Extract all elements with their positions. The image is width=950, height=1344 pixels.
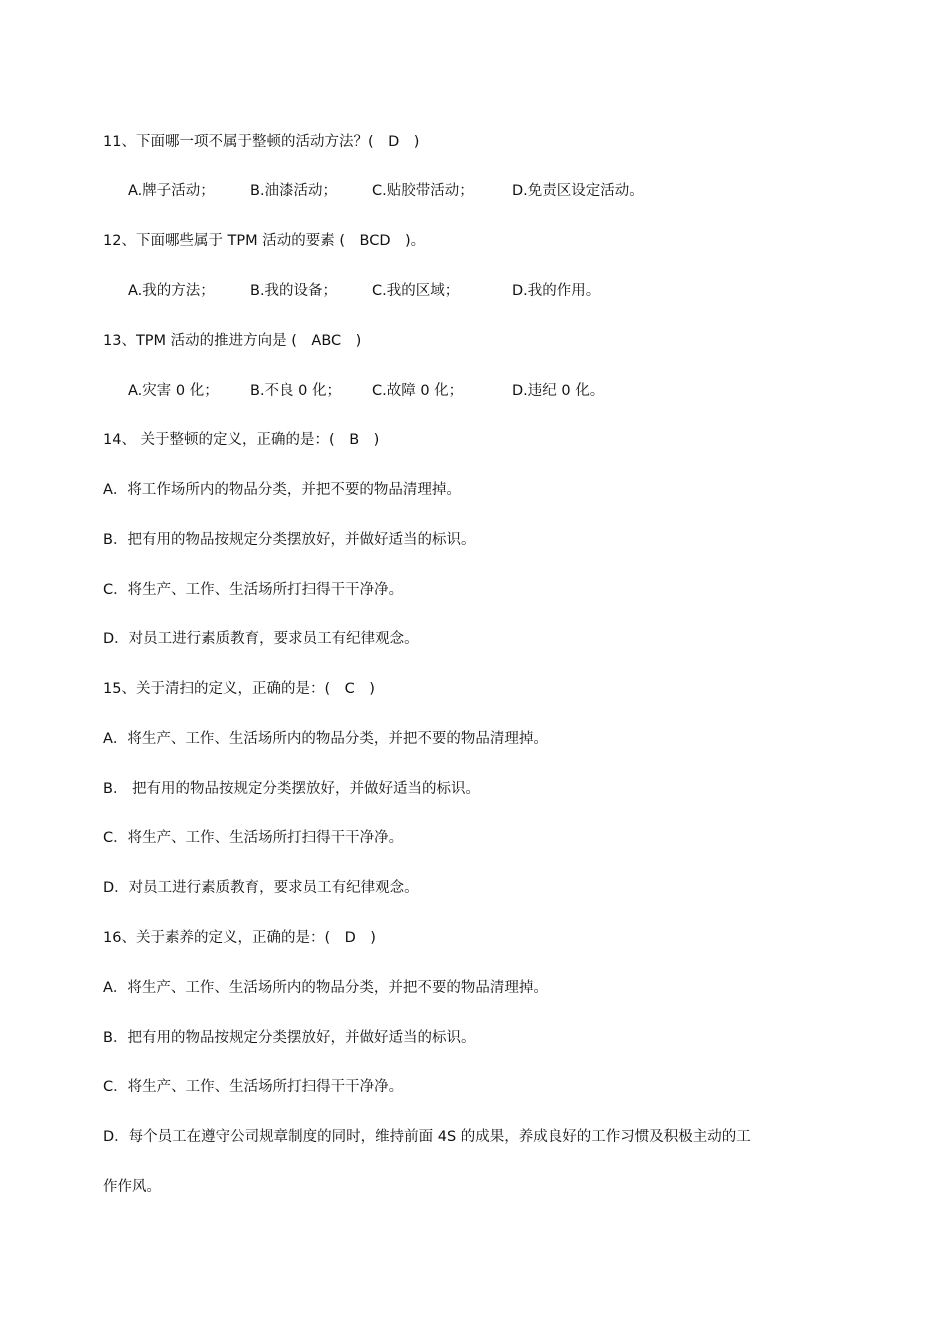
question-15-option-b: B． 把有用的物品按规定分类摆放好，并做好适当的标识。 — [103, 781, 481, 797]
option-a: A.我的方法； — [128, 283, 215, 299]
option-c: C.贴胶带活动； — [372, 183, 474, 199]
question-16-option-a: A．将生产、工作、生活场所内的物品分类，并把不要的物品清理掉。 — [103, 980, 548, 996]
question-14-stem: 14、 关于整顿的定义，正确的是：( B ) — [103, 432, 380, 448]
question-15-option-a: A．将生产、工作、生活场所内的物品分类，并把不要的物品清理掉。 — [103, 731, 548, 747]
question-15-option-d: D．对员工进行素质教育，要求员工有纪律观念。 — [103, 880, 419, 896]
option-b: B.不良 0 化； — [250, 383, 341, 399]
question-16-option-b: B．把有用的物品按规定分类摆放好，并做好适当的标识。 — [103, 1030, 476, 1046]
question-15-stem: 15、关于清扫的定义，正确的是：( C ) — [103, 681, 375, 697]
question-15-option-c: C．将生产、工作、生活场所打扫得干干净净。 — [103, 830, 404, 846]
question-11-stem: 11、下面哪一项不属于整顿的活动方法？( D ) — [103, 134, 420, 150]
option-b: B.我的设备； — [250, 283, 338, 299]
option-d: D.免责区设定活动。 — [512, 183, 644, 199]
option-a: A.牌子活动； — [128, 183, 215, 199]
question-14-option-a: A．将工作场所内的物品分类，并把不要的物品清理掉。 — [103, 482, 461, 498]
option-a: A.灾害 0 化； — [128, 383, 219, 399]
question-16-option-d: D．每个员工在遵守公司规章制度的同时，维持前面 4S 的成果，养成良好的工作习惯及积极主动的工 — [103, 1129, 751, 1145]
option-c: C.我的区域； — [372, 283, 460, 299]
option-d: D.我的作用。 — [512, 283, 601, 299]
option-c: C.故障 0 化； — [372, 383, 464, 399]
question-16-option-d-continued: 作作风。 — [103, 1179, 161, 1195]
question-14-option-b: B．把有用的物品按规定分类摆放好，并做好适当的标识。 — [103, 532, 476, 548]
question-14-option-c: C．将生产、工作、生活场所打扫得干干净净。 — [103, 582, 404, 598]
question-13-stem: 13、TPM 活动的推进方向是 ( ABC ) — [103, 333, 362, 349]
question-16-stem: 16、关于素养的定义，正确的是：( D ) — [103, 930, 376, 946]
option-d: D.违纪 0 化。 — [512, 383, 605, 399]
question-16-option-c: C．将生产、工作、生活场所打扫得干干净净。 — [103, 1079, 404, 1095]
question-12-stem: 12、下面哪些属于 TPM 活动的要素 ( BCD )。 — [103, 233, 426, 249]
question-14-option-d: D．对员工进行素质教育，要求员工有纪律观念。 — [103, 631, 419, 647]
option-b: B.油漆活动； — [250, 183, 338, 199]
